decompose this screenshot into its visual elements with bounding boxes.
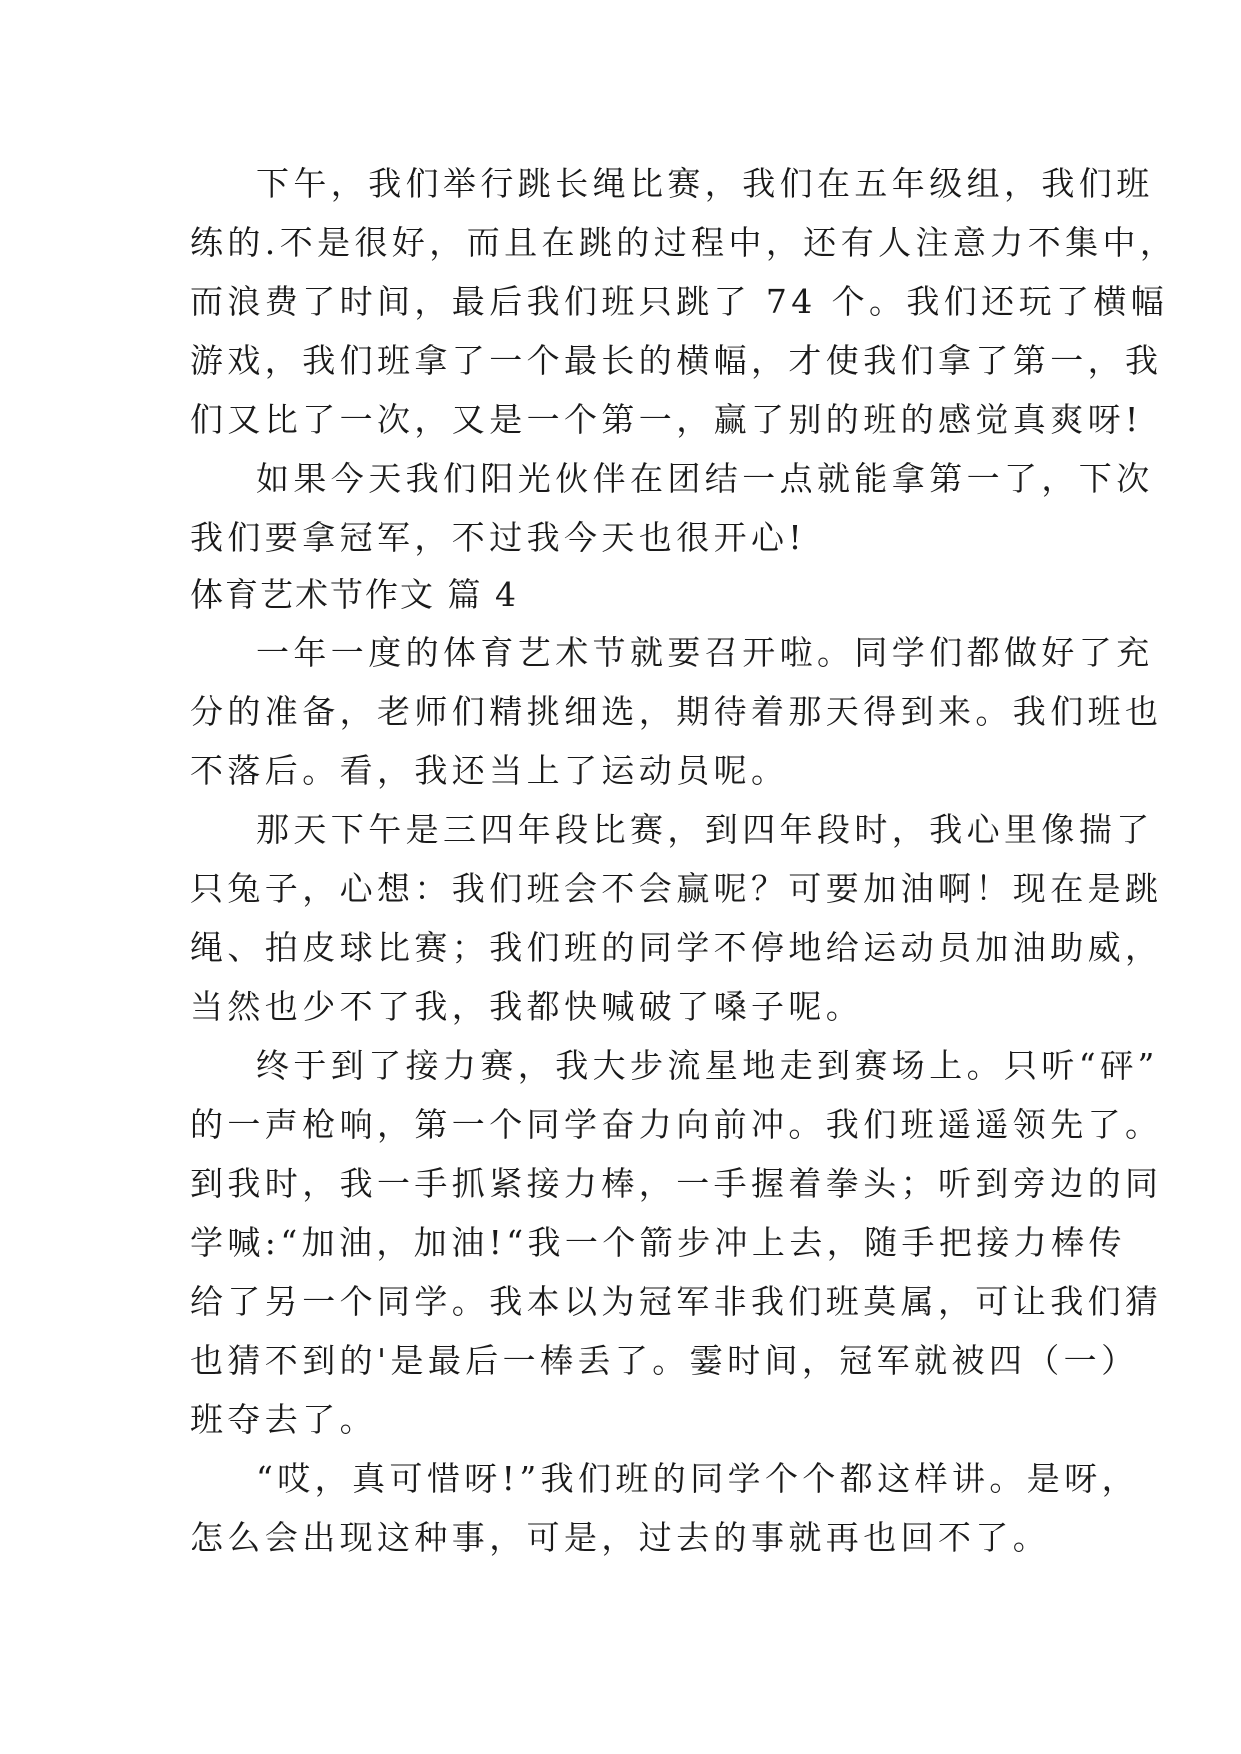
- text-line: 给了另一个同学。我本以为冠军非我们班莫属，可让我们猜: [190, 1282, 1163, 1321]
- text-line: 当然也少不了我，我都快喊破了嗓子呢。: [190, 987, 864, 1026]
- text-line: 终于到了接力赛，我大步流星地走到赛场上。只听“砰”: [256, 1046, 1159, 1085]
- text-line: 如果今天我们阳光伙伴在团结一点就能拿第一了，下次: [256, 459, 1154, 498]
- text-line: 也猜不到的'是最后一棒丢了。霎时间，冠军就被四（一）: [190, 1341, 1139, 1380]
- text-line: 的一声枪响，第一个同学奋力向前冲。我们班遥遥领先了。: [190, 1105, 1163, 1144]
- text-line: 分的准备，老师们精挑细选，期待着那天得到来。我们班也: [190, 692, 1163, 731]
- text-line: 那天下午是三四年段比赛，到四年段时，我心里像揣了: [256, 810, 1154, 849]
- text-line: “哎，真可惜呀!”我们班的同学个个都这样讲。是呀，: [256, 1459, 1140, 1498]
- text-line: 下午，我们举行跳长绳比赛，我们在五年级组，我们班: [256, 164, 1154, 203]
- text-line: 游戏，我们班拿了一个最长的横幅，才使我们拿了第一，我: [190, 341, 1163, 380]
- text-line: 到我时，我一手抓紧接力棒，一手握着拳头；听到旁边的同: [190, 1164, 1163, 1203]
- text-line: 只兔子，心想：我们班会不会赢呢？可要加油啊！现在是跳: [190, 869, 1163, 908]
- text-line: 怎么会出现这种事，可是，过去的事就再也回不了。: [190, 1518, 1051, 1557]
- text-line: 而浪费了时间，最后我们班只跳了 74 个。我们还玩了横幅: [190, 282, 1169, 321]
- text-line: 班夺去了。: [190, 1400, 377, 1439]
- text-line: 一年一度的体育艺术节就要召开啦。同学们都做好了充: [256, 633, 1154, 672]
- text-line: 绳、拍皮球比赛；我们班的同学不停地给运动员加油助威，: [190, 928, 1163, 967]
- text-line: 们又比了一次，又是一个第一，赢了别的班的感觉真爽呀!: [190, 400, 1143, 439]
- text-line: 我们要拿冠军，不过我今天也很开心!: [190, 518, 807, 557]
- text-line: 不落后。看，我还当上了运动员呢。: [190, 751, 789, 790]
- section-heading: 体育艺术节作文 篇 4: [190, 575, 518, 614]
- text-line: 学喊:“加油，加油!“我一个箭步冲上去，随手把接力棒传: [190, 1223, 1126, 1262]
- text-line: 练的.不是很好，而且在跳的过程中，还有人注意力不集中，: [190, 223, 1178, 262]
